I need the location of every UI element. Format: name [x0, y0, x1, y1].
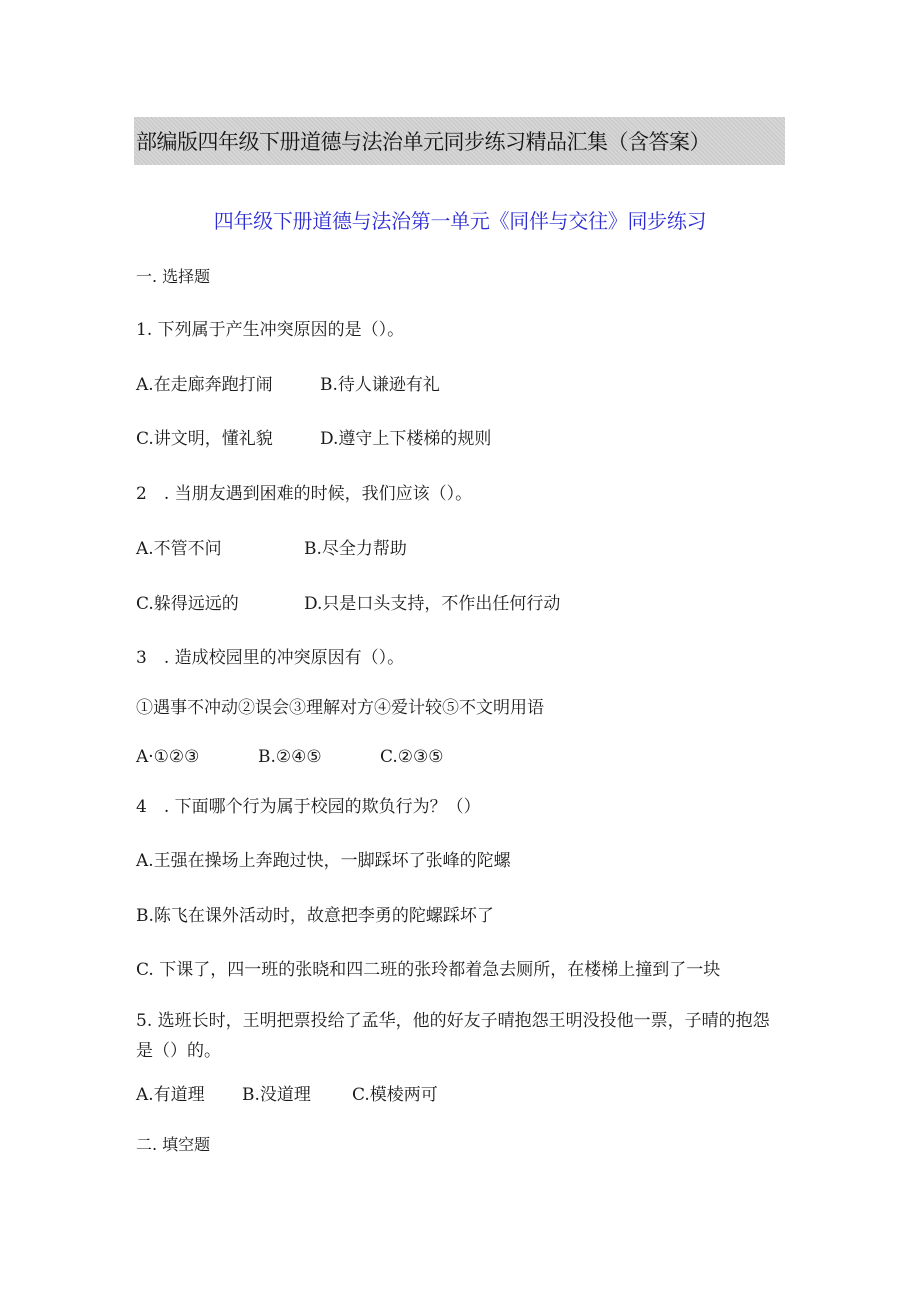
question-1-option-d: D.遵守上下楼梯的规则: [320, 429, 492, 449]
question-4-stem: 4 . 下面哪个行为属于校园的欺负行为？（）: [136, 797, 481, 817]
question-1-stem: 1. 下列属于产生冲突原因的是（）。: [136, 320, 405, 340]
question-4-option-c: C. 下课了，四一班的张晓和四二班的张玲都着急去厕所，在楼梯上撞到了一块: [136, 960, 721, 980]
question-4-option-a: A.王强在操场上奔跑过快，一脚踩坏了张峰的陀螺: [136, 851, 511, 871]
section-heading-fill-blank: 二. 填空题: [136, 1135, 211, 1154]
collection-title: 部编版四年级下册道德与法治单元同步练习精品汇集（含答案）: [136, 130, 710, 154]
question-1-options-row-1: [136, 373, 440, 397]
question-1-option-b: B.待人谦逊有礼: [320, 375, 440, 395]
section-heading-choice: 一. 选择题: [136, 267, 211, 286]
question-2-options-row-2: [136, 592, 560, 616]
question-1-option-a: A.在走廊奔跑打闹: [136, 375, 273, 395]
collection-title-banner: [134, 117, 785, 165]
question-2-options-row-1: [136, 537, 407, 561]
question-4-option-b: B.陈飞在课外活动时，故意把李勇的陀螺踩坏了: [136, 906, 494, 926]
question-3-stem: 3 . 造成校园里的冲突原因有（）。: [136, 648, 405, 668]
question-1-options-row-2: [136, 427, 491, 451]
question-3-option-c: C.②③⑤: [380, 747, 444, 767]
question-2-stem: 2 . 当朋友遇到困难的时候，我们应该（）。: [136, 484, 473, 504]
question-5-options: [136, 1083, 438, 1107]
question-2-option-a: A.不管不问: [136, 539, 222, 559]
question-1-option-c: C.讲文明，懂礼貌: [136, 429, 273, 449]
question-5-option-b: B.没道理: [242, 1085, 311, 1105]
question-3-option-b: B.②④⑤: [258, 747, 322, 767]
question-3-option-a: A·①②③: [136, 747, 200, 767]
question-2-option-b: B.尽全力帮助: [304, 539, 407, 559]
question-2-option-d: D.只是口头支持，不作出任何行动: [304, 594, 561, 614]
question-5-option-a: A.有道理: [136, 1085, 205, 1105]
question-5-option-c: C.模棱两可: [352, 1085, 438, 1105]
question-5-stem: 5. 选班长时，王明把票投给了孟华，他的好友子晴抱怨王明没投他一票，子晴的抱怨是（）的。: [136, 1011, 770, 1061]
question-3-options: [136, 745, 444, 769]
question-2-option-c: C.躲得远远的: [136, 594, 239, 614]
question-3-statements: ①遇事不冲动②误会③理解对方④爱计较⑤不文明用语: [136, 698, 544, 718]
unit-title: 四年级下册道德与法治第一单元《同伴与交往》同步练习: [213, 209, 707, 233]
